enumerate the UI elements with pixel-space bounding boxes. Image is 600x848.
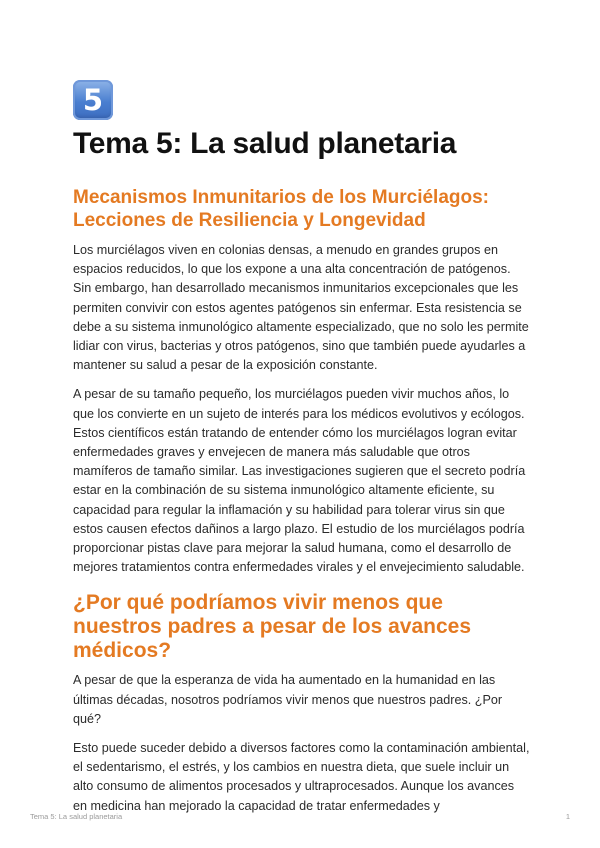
number-5-badge-icon: 5 xyxy=(73,80,113,120)
page-title: Tema 5: La salud planetaria xyxy=(73,127,457,160)
footer-title: Tema 5: La salud planetaria xyxy=(30,812,123,821)
section-heading-bats: Mecanismos Inmunitarios de los Murciélagos: Lecciones de Resiliencia y Longevidad xyxy=(73,187,489,231)
paragraph: Los murciélagos viven en colonias densas, a menudo en grandes grupos en espacios reducidos, lo que los expone a una alta concentración de patógenos. Sin embargo, han desarrollado mecanismos inmunitarios excepcionales que les permiten convivir con estos agentes patógenos sin enfermar. Esta resistencia se debe a su sistema inmunológico altamente especializado, que no solo les permite lidiar con virus, bacterias y otros patógenos, sino que también puede ayudarles a mantener su salud a pesar de la exposición constante. xyxy=(73,243,529,373)
paragraph: A pesar de su tamaño pequeño, los murciélagos pueden vivir muchos años, lo que los convierte en un sujeto de interés para los médicos evolutivos y ecólogos. Estos científicos están tratando de entender cómo los murciélagos logran evitar enfermedades graves y envejecen de manera más saludable que otros mamíferos de tamaño similar. Las investigaciones sugieren que el secreto podría estar en la combinación de su sistema inmunológico altamente eficiente, su capacidad para regular la inflamación y su habilidad para tolerar virus sin que estos causen efectos dañinos a largo plazo. El estudio de los murciélagos podría proporcionar pistas clave para mejorar la salud humana, como el desarrollo de mejores tratamientos contra enfermedades virales y el envejecimiento saludable. xyxy=(73,387,526,575)
section-bats xyxy=(73,186,531,577)
section-heading-lifespan: ¿Por qué podríamos vivir menos que nuestros padres a pesar de los avances médicos? xyxy=(73,591,472,663)
paragraph: A pesar de que la esperanza de vida ha aumentado en la humanidad en las últimas décadas, nosotros podríamos vivir menos que nuestros padres. ¿Por qué? xyxy=(73,673,503,726)
document-body xyxy=(73,186,531,826)
section-lifespan xyxy=(73,591,531,815)
page-number: 1 xyxy=(565,812,570,821)
paragraph: Esto puede suceder debido a diversos factores como la contaminación ambiental, el sedentarismo, el estrés, y los cambios en nuestra dieta, que suele incluir un alto consumo de alimentos procesados y ultraprocesados. Aunque los avances en medicina han mejorado la capacidad de tratar enfermedades y xyxy=(73,741,530,813)
